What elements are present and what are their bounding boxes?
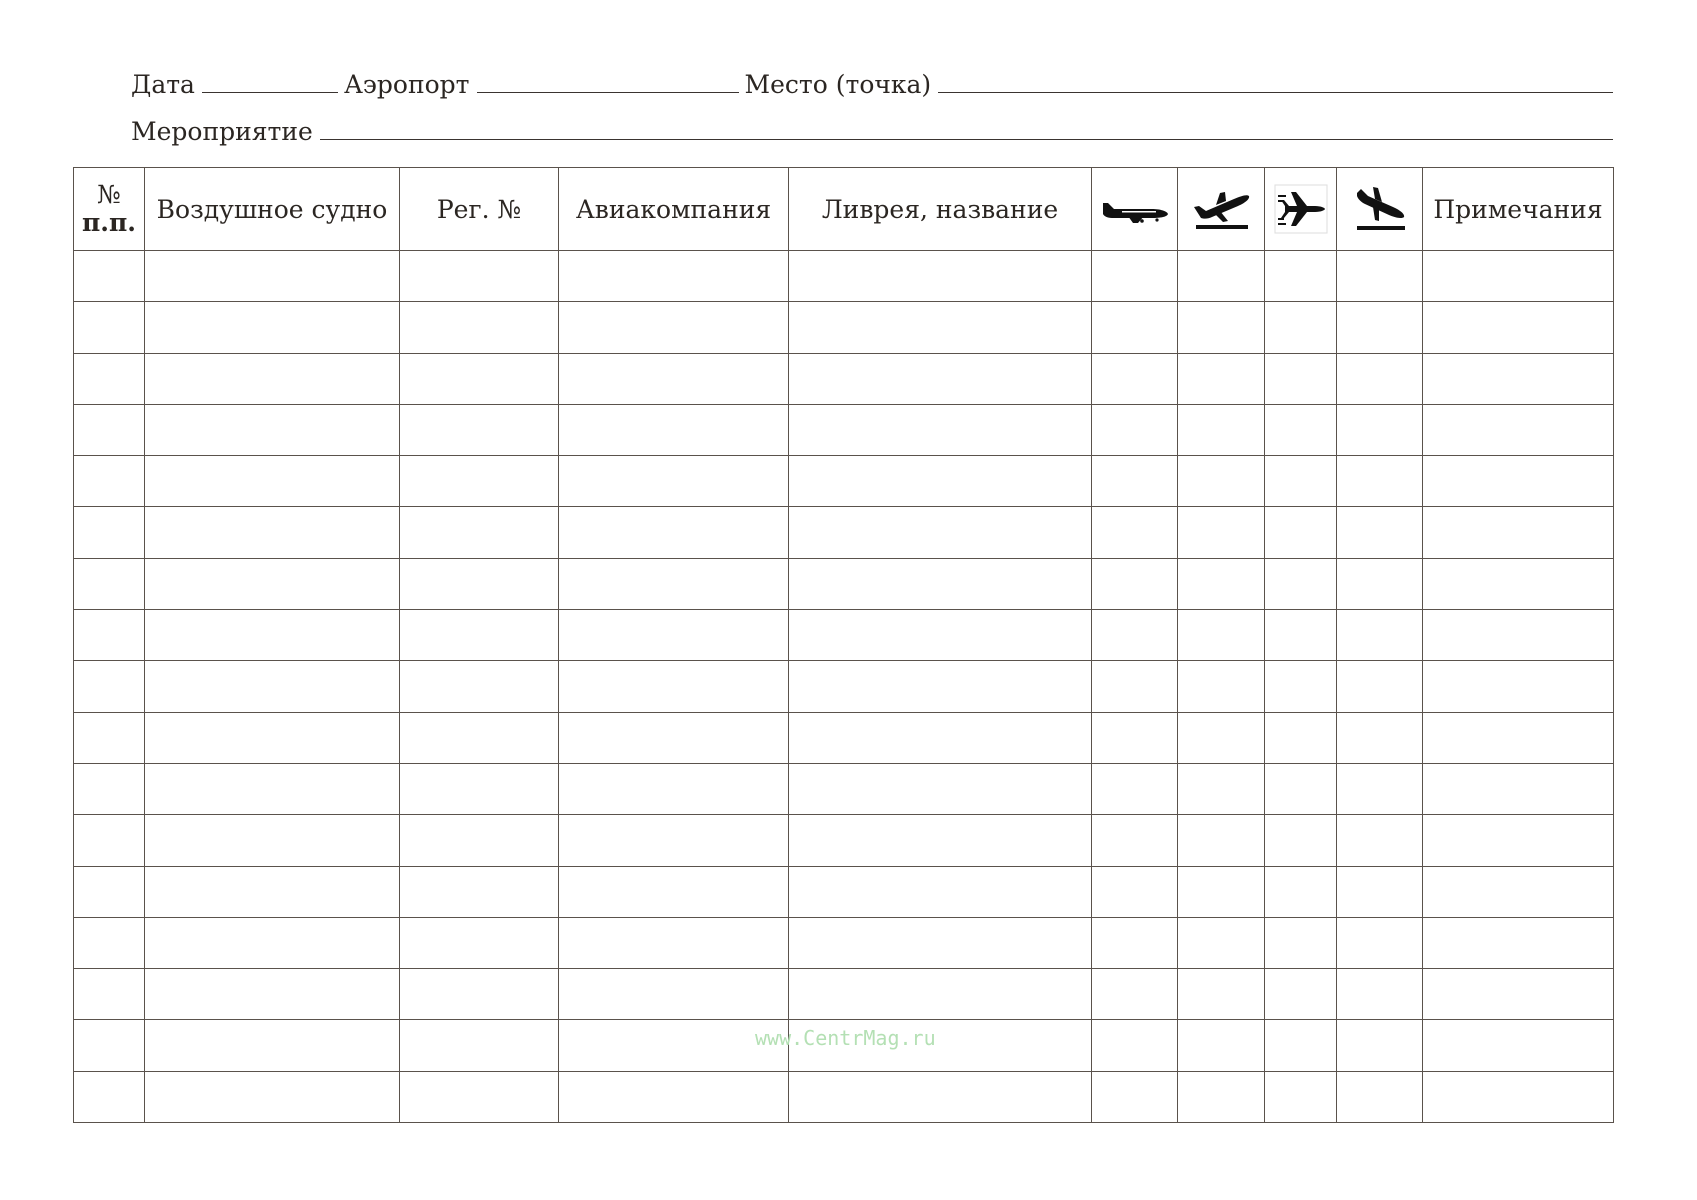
table-cell[interactable]	[559, 251, 789, 302]
table-cell[interactable]	[559, 456, 789, 507]
table-cell[interactable]	[1423, 866, 1614, 917]
table-cell[interactable]	[789, 1071, 1092, 1122]
table-cell[interactable]	[559, 610, 789, 661]
table-cell[interactable]	[74, 507, 145, 558]
table-cell[interactable]	[1423, 353, 1614, 404]
column-number	[74, 168, 145, 251]
event-field[interactable]	[320, 115, 1613, 140]
table-cell[interactable]	[789, 763, 1092, 814]
table-cell[interactable]	[789, 610, 1092, 661]
table-cell[interactable]	[1265, 558, 1337, 609]
table-cell[interactable]	[559, 353, 789, 404]
table-row	[74, 712, 1614, 763]
table-cell[interactable]	[1265, 507, 1337, 558]
column-aircraft: Воздушное судно	[145, 168, 400, 251]
table-cell[interactable]	[1265, 815, 1337, 866]
header-line-2	[131, 115, 1613, 146]
table-cell[interactable]	[1423, 969, 1614, 1020]
table-cell[interactable]	[1337, 1020, 1423, 1071]
table-cell[interactable]	[559, 404, 789, 455]
table-cell[interactable]	[789, 507, 1092, 558]
airport-field[interactable]	[477, 68, 739, 93]
table-cell[interactable]	[1337, 712, 1423, 763]
table-cell[interactable]	[400, 404, 559, 455]
table-cell[interactable]	[1178, 507, 1265, 558]
table-cell[interactable]	[1265, 917, 1337, 968]
table-cell[interactable]	[1337, 763, 1423, 814]
column-notes: Примечания	[1423, 168, 1614, 251]
table-cell[interactable]	[1337, 661, 1423, 712]
table-cell[interactable]	[74, 815, 145, 866]
table-cell[interactable]	[1265, 251, 1337, 302]
table-row	[74, 610, 1614, 661]
table-cell[interactable]	[400, 866, 559, 917]
table-cell[interactable]	[559, 917, 789, 968]
table-cell[interactable]	[74, 610, 145, 661]
table-cell[interactable]	[74, 712, 145, 763]
column-airline: Авиакомпания	[559, 168, 789, 251]
table-cell[interactable]	[145, 302, 400, 353]
column-livery: Ливрея, название	[789, 168, 1092, 251]
table-cell[interactable]	[789, 712, 1092, 763]
table-cell[interactable]	[1337, 1071, 1423, 1122]
table-cell[interactable]	[74, 404, 145, 455]
table-cell[interactable]	[559, 1020, 789, 1071]
table-cell[interactable]	[400, 763, 559, 814]
table-cell[interactable]	[1337, 610, 1423, 661]
observation-log-table	[73, 167, 1614, 1123]
table-cell[interactable]	[74, 558, 145, 609]
table-cell[interactable]	[1423, 815, 1614, 866]
table-row	[74, 251, 1614, 302]
table-cell[interactable]	[400, 558, 559, 609]
table-cell[interactable]	[145, 815, 400, 866]
table-cell[interactable]	[1423, 763, 1614, 814]
table-cell[interactable]	[74, 353, 145, 404]
table-cell[interactable]	[74, 866, 145, 917]
table-cell[interactable]	[145, 1020, 400, 1071]
table-cell[interactable]	[145, 1071, 400, 1122]
table-cell[interactable]	[1265, 712, 1337, 763]
table-cell[interactable]	[400, 969, 559, 1020]
table-cell[interactable]	[1423, 1071, 1614, 1122]
table-cell[interactable]	[1265, 456, 1337, 507]
table-cell[interactable]	[1265, 1020, 1337, 1071]
table-cell[interactable]	[559, 866, 789, 917]
table-cell[interactable]	[74, 917, 145, 968]
table-cell[interactable]	[1092, 763, 1178, 814]
table-cell[interactable]	[145, 353, 400, 404]
table-cell[interactable]	[559, 507, 789, 558]
table-row	[74, 456, 1614, 507]
table-cell[interactable]	[559, 661, 789, 712]
header-line-1	[131, 68, 1613, 99]
column-registration: Рег. №	[400, 168, 559, 251]
table-cell[interactable]	[1092, 353, 1178, 404]
watermark: www.CentrMag.ru	[755, 1026, 936, 1050]
table-cell[interactable]	[145, 712, 400, 763]
table-cell[interactable]	[400, 661, 559, 712]
table-cell[interactable]	[1423, 558, 1614, 609]
table-cell[interactable]	[1337, 866, 1423, 917]
table-cell[interactable]	[1178, 404, 1265, 455]
table-cell[interactable]	[1337, 302, 1423, 353]
table-cell[interactable]	[789, 917, 1092, 968]
table-cell[interactable]	[400, 353, 559, 404]
column-flyby	[1265, 168, 1337, 251]
event-label: Мероприятие	[131, 117, 313, 146]
table-cell[interactable]	[400, 610, 559, 661]
table-cell[interactable]	[400, 1020, 559, 1071]
table-cell[interactable]	[74, 1020, 145, 1071]
table-cell[interactable]	[559, 558, 789, 609]
table-cell[interactable]	[1178, 456, 1265, 507]
table-cell[interactable]	[74, 1071, 145, 1122]
landing-icon	[1349, 183, 1411, 235]
place-field[interactable]	[938, 68, 1613, 93]
table-cell[interactable]	[559, 712, 789, 763]
table-cell[interactable]	[1092, 456, 1178, 507]
table-row	[74, 661, 1614, 712]
table-cell[interactable]	[1337, 404, 1423, 455]
table-cell[interactable]	[1265, 763, 1337, 814]
table-row	[74, 302, 1614, 353]
table-cell[interactable]	[1423, 404, 1614, 455]
table-cell[interactable]	[1092, 302, 1178, 353]
table-cell[interactable]	[1337, 507, 1423, 558]
table-cell[interactable]	[1337, 969, 1423, 1020]
table-cell[interactable]	[400, 815, 559, 866]
table-cell[interactable]	[1423, 302, 1614, 353]
table-cell[interactable]	[1337, 251, 1423, 302]
table-cell[interactable]	[74, 763, 145, 814]
table-cell[interactable]	[789, 866, 1092, 917]
table-cell[interactable]	[1178, 1071, 1265, 1122]
table-cell[interactable]	[400, 917, 559, 968]
table-cell[interactable]	[1178, 712, 1265, 763]
table-cell[interactable]	[1265, 661, 1337, 712]
table-cell[interactable]	[1265, 404, 1337, 455]
table-cell[interactable]	[789, 302, 1092, 353]
table-cell[interactable]	[74, 661, 145, 712]
table-cell[interactable]	[1178, 866, 1265, 917]
table-cell[interactable]	[1092, 1071, 1178, 1122]
table-row	[74, 507, 1614, 558]
table-cell[interactable]	[74, 251, 145, 302]
airport-label: Аэропорт	[343, 70, 470, 99]
table-cell[interactable]	[145, 917, 400, 968]
log-rows	[74, 251, 1614, 1123]
table-cell[interactable]	[1092, 815, 1178, 866]
table-cell[interactable]	[1337, 456, 1423, 507]
table-cell[interactable]	[789, 456, 1092, 507]
table-cell[interactable]	[789, 251, 1092, 302]
table-cell[interactable]	[1423, 456, 1614, 507]
table-row	[74, 917, 1614, 968]
table-cell[interactable]	[1423, 917, 1614, 968]
table-cell[interactable]	[1265, 969, 1337, 1020]
column-takeoff	[1178, 168, 1265, 251]
table-row	[74, 763, 1614, 814]
table-row	[74, 1071, 1614, 1122]
table-row	[74, 404, 1614, 455]
table-cell[interactable]	[1265, 610, 1337, 661]
table-cell[interactable]	[789, 353, 1092, 404]
table-cell[interactable]	[1265, 302, 1337, 353]
table-cell[interactable]	[400, 456, 559, 507]
table-cell[interactable]	[559, 815, 789, 866]
table-cell[interactable]	[145, 251, 400, 302]
table-cell[interactable]	[789, 558, 1092, 609]
table-cell[interactable]	[74, 969, 145, 1020]
table-cell[interactable]	[1092, 969, 1178, 1020]
table-cell[interactable]	[1178, 917, 1265, 968]
table-cell[interactable]	[1265, 866, 1337, 917]
table-cell[interactable]	[145, 558, 400, 609]
table-cell[interactable]	[1092, 251, 1178, 302]
table-cell[interactable]	[789, 404, 1092, 455]
table-row	[74, 969, 1614, 1020]
table-cell[interactable]	[789, 661, 1092, 712]
table-row	[74, 558, 1614, 609]
table-cell[interactable]	[1178, 558, 1265, 609]
table-cell[interactable]	[145, 456, 400, 507]
table-cell[interactable]	[1092, 917, 1178, 968]
table-cell[interactable]	[1337, 815, 1423, 866]
table-cell[interactable]	[400, 251, 559, 302]
table-cell[interactable]	[74, 302, 145, 353]
table-cell[interactable]	[145, 661, 400, 712]
table-cell[interactable]	[1092, 558, 1178, 609]
table-cell[interactable]	[400, 712, 559, 763]
table-cell[interactable]	[1092, 1020, 1178, 1071]
table-cell[interactable]	[1423, 251, 1614, 302]
table-row	[74, 815, 1614, 866]
table-cell[interactable]	[559, 969, 789, 1020]
column-aircraft-icon	[1092, 168, 1178, 251]
column-landing	[1337, 168, 1423, 251]
table-row	[74, 353, 1614, 404]
table-cell[interactable]	[1423, 1020, 1614, 1071]
table-cell[interactable]	[400, 1071, 559, 1122]
table-cell[interactable]	[145, 507, 400, 558]
table-cell[interactable]	[145, 866, 400, 917]
table-cell[interactable]	[1178, 1020, 1265, 1071]
date-field[interactable]	[202, 68, 338, 93]
table-cell[interactable]	[145, 610, 400, 661]
table-cell[interactable]	[1092, 712, 1178, 763]
table-cell[interactable]	[1092, 661, 1178, 712]
table-cell[interactable]	[559, 1071, 789, 1122]
table-cell[interactable]	[1265, 1071, 1337, 1122]
table-cell[interactable]	[1178, 251, 1265, 302]
number-sign: №	[97, 180, 121, 209]
table-cell[interactable]	[400, 507, 559, 558]
table-cell[interactable]	[1178, 763, 1265, 814]
table-cell[interactable]	[1265, 353, 1337, 404]
table-cell[interactable]	[1423, 507, 1614, 558]
table-cell[interactable]	[1092, 404, 1178, 455]
table-cell[interactable]	[1178, 815, 1265, 866]
number-abbrev: п.п.	[81, 208, 136, 237]
table-cell[interactable]	[1092, 610, 1178, 661]
table-cell[interactable]	[1092, 507, 1178, 558]
table-cell[interactable]	[789, 815, 1092, 866]
table-cell[interactable]	[145, 404, 400, 455]
date-label: Дата	[131, 70, 195, 99]
table-cell[interactable]	[1423, 661, 1614, 712]
table-cell[interactable]	[789, 969, 1092, 1020]
table-cell[interactable]	[1178, 610, 1265, 661]
table-cell[interactable]	[145, 763, 400, 814]
table-cell[interactable]	[1178, 302, 1265, 353]
flyby-icon	[1273, 183, 1329, 235]
takeoff-icon	[1190, 185, 1252, 233]
table-cell[interactable]	[559, 302, 789, 353]
table-cell[interactable]	[1178, 969, 1265, 1020]
table-cell[interactable]	[1337, 353, 1423, 404]
place-label: Место (точка)	[744, 70, 932, 99]
table-cell[interactable]	[1423, 610, 1614, 661]
table-cell[interactable]	[1337, 917, 1423, 968]
table-header-row	[74, 168, 1614, 251]
table-cell[interactable]	[559, 763, 789, 814]
table-cell[interactable]	[1178, 661, 1265, 712]
table-cell[interactable]	[1092, 866, 1178, 917]
airplane-icon	[1100, 194, 1170, 224]
table-cell[interactable]	[1337, 558, 1423, 609]
table-cell[interactable]	[145, 969, 400, 1020]
table-row	[74, 866, 1614, 917]
table-cell[interactable]	[400, 302, 559, 353]
table-cell[interactable]	[1178, 353, 1265, 404]
table-cell[interactable]	[1423, 712, 1614, 763]
table-cell[interactable]	[74, 456, 145, 507]
